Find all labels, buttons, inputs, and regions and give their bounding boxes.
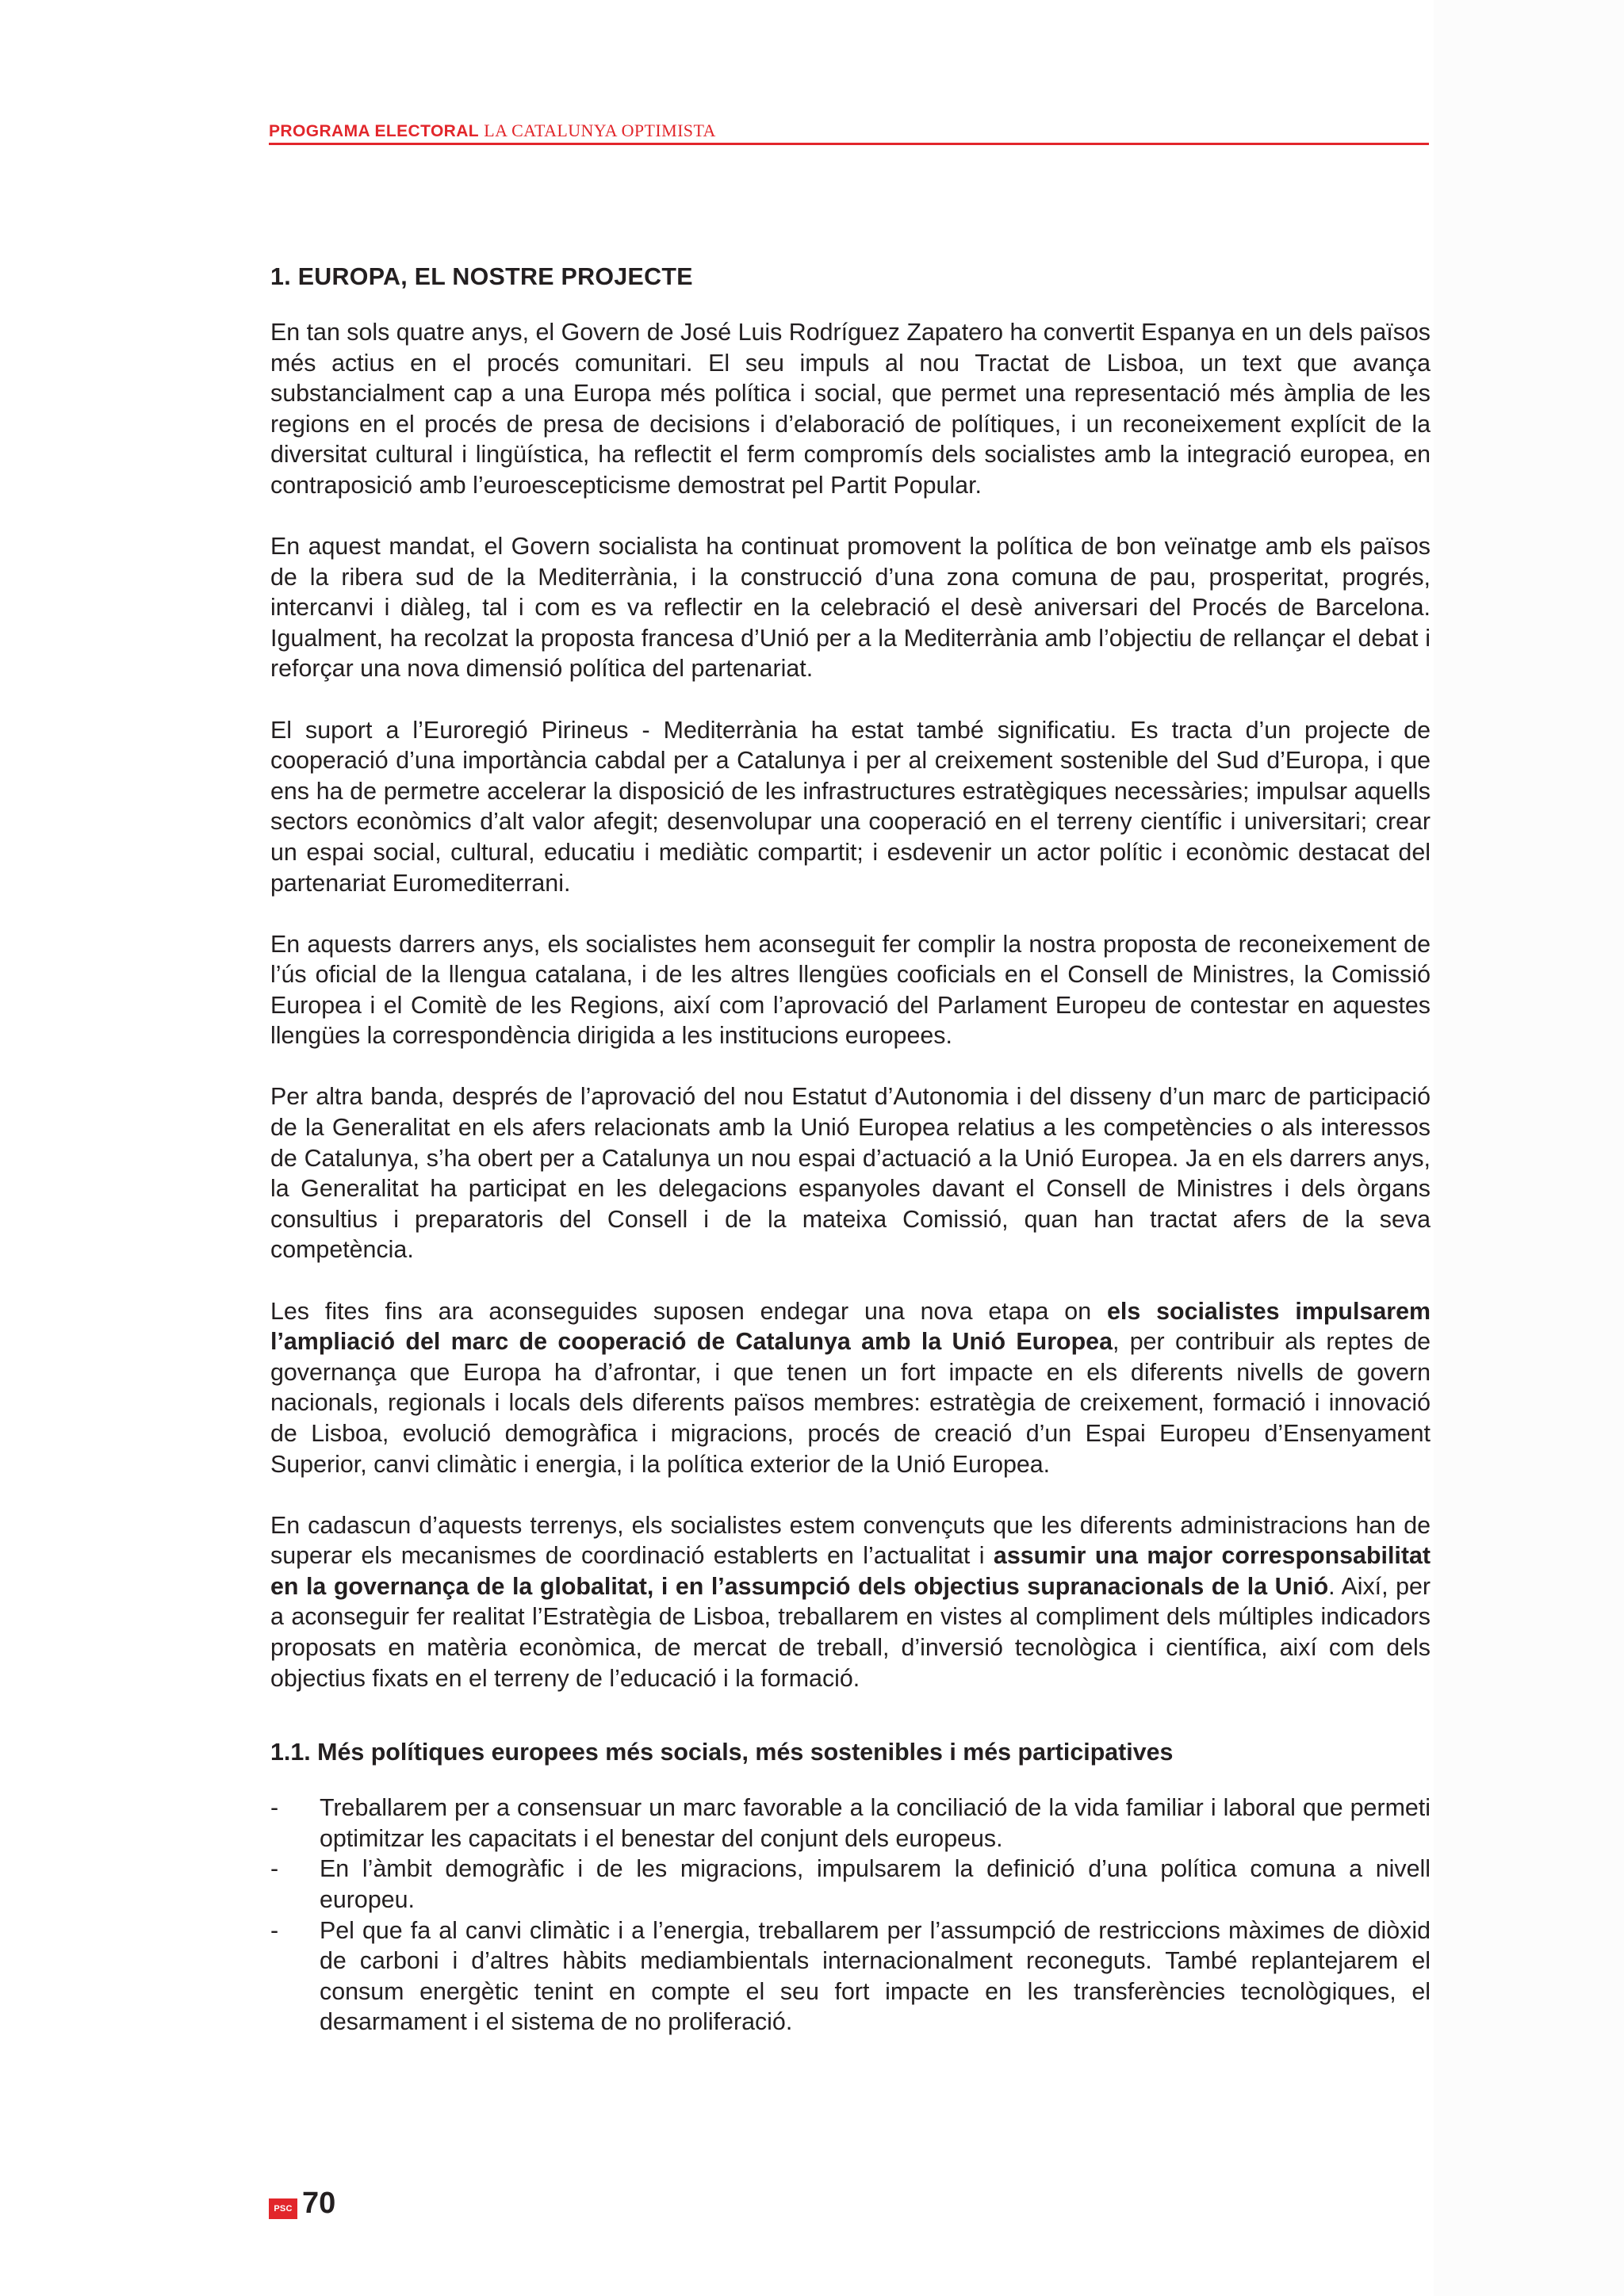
paragraph: En tan sols quatre anys, el Govern de José Luis Rodríguez Zapatero ha convertit Espanya en un dels països més actius en el procés comunitari. El seu impuls al nou Tractat de Lisboa, un text que avança substancialment cap a una Europa més política i social, que permet una representació més àmplia de les regions en el procés de presa de decisions i d’elaboració de polítiques, i un reconeixement explícit de la diversitat cultural i lingüística, ha reflectit el ferm compromís dels socialistes amb la integració europea, en contraposició amb l’euroescepticisme demostrat pel Partit Popular. xyxy=(270,319,1431,499)
header-program-label: PROGRAMA ELECTORAL xyxy=(269,122,480,140)
list-item xyxy=(270,1854,1431,1915)
psc-logo: PSC xyxy=(269,2198,297,2219)
list-item xyxy=(270,1793,1431,1854)
paragraph-text: , per contribuir als reptes de governança que Europa ha d’afrontar, i que tenen un fort impacte en els diferents nivells de govern nacionals, regionals i locals dels diferents països membres: estratègia de creixement, formació i innovació de Lisboa, evolució demogràfica i migracions, procés de creació d’un Espai Europeu d’Ensenyament Superior, canvi climàtic i energia, i la política exterior de la Unió Europea. xyxy=(270,1328,1431,1478)
paragraph-text: Les fites fins ara aconseguides suposen endegar una nova etapa on xyxy=(270,1297,1107,1325)
paragraph-emphasis: els socialistes impulsarem l’ampliació del marc de cooperació de Catalunya amb la Unió Europea xyxy=(270,1297,1431,1356)
list-item-text: En l’àmbit demogràfic i de les migracions, impulsarem la definició d’una política comuna a nivell europeu. xyxy=(320,1855,1431,1913)
paragraph-emphasis: assumir una major corresponsabilitat en la governança de la globalitat, i en l’assumpció dels objectius supranacionals de la Unió xyxy=(270,1542,1431,1600)
header-divider xyxy=(269,143,1429,145)
list-item-text: Treballarem per a consensuar un marc favorable a la conciliació de la vida familiar i laboral que permeti optimitzar les capacitats i el benestar del conjunt dels europeus. xyxy=(320,1794,1431,1852)
main-content xyxy=(270,262,1431,2038)
subsection-title: 1.1. Més polítiques europees més socials, més sostenibles i més participatives xyxy=(270,1739,1174,1766)
paragraph: En aquest mandat, el Govern socialista ha continuat promovent la política de bon veïnatge amb els països de la ribera sud de la Mediterrània, i la construcció d’una zona comuna de pau, prosperitat, progrés, intercanvi i diàleg, tal i com es va reflectir en la celebració el desè aniversari del Procés de Barcelona. Igualment, ha recolzat la proposta francesa d’Unió per a la Mediterrània amb l’objectiu de rellançar el debat i reforçar una nova dimensió política del partenariat. xyxy=(270,533,1431,683)
paragraph xyxy=(270,1296,1431,1480)
paragraph: Per altra banda, després de l’aprovació del nou Estatut d’Autonomia i del disseny d’un marc de participació de la Generalitat en els afers relacionats amb la Unió Europea relatius a les competències o als interessos de Catalunya, s’ha obert per a Catalunya un nou espai d’actuació a la Unió Europea. Ja en els darrers anys, la Generalitat ha participat en les delegacions espanyoles davant el Consell de Ministres i dels òrgans consultius i preparatoris del Consell i de la mateixa Comissió, quan han tractat afers de la seva competència. xyxy=(270,1083,1431,1264)
bullet-marker: - xyxy=(270,1916,279,1944)
page-number: 70 xyxy=(302,2187,336,2220)
paragraph xyxy=(270,1510,1431,1694)
bullet-marker: - xyxy=(270,1855,279,1883)
bullet-list xyxy=(270,1793,1431,2038)
paragraph-text: En cadascun d’aquests terrenys, els socialistes estem convençuts que les diferents administracions han de superar els mecanismes de coordinació establerts en l’actualitat i xyxy=(270,1511,1431,1570)
list-item xyxy=(270,1915,1431,2038)
paragraph-text: . Així, per a aconseguir fer realitat l’Estratègia de Lisboa, treballarem en vistes al compliment dels múltiples indicadors proposats en matèria econòmica, de mercat de treball, d’inversió tecnològica i científica, així com dels objectius fixats en el terreny de l’educació i la formació. xyxy=(270,1572,1431,1692)
paragraph: El suport a l’Euroregió Pirineus - Mediterrània ha estat també significatiu. Es tracta d’un projecte de cooperació d’una importància cabdal per a Catalunya i per al creixement sostenible del Sud d’Europa, i que ens ha de permetre accelerar la disposició de les infrastructures estratègiques necessàries; impulsar aquells sectors econòmics d’alt valor afegit; desenvolupar una cooperació en el terreny científic i universitari; crear un espai social, cultural, educatiu i mediàtic compartit; i esdevenir un actor polític i econòmic destacat del partenariat Euromediterrani. xyxy=(270,716,1431,897)
list-item-text: Pel que fa al canvi climàtic i a l’energia, treballarem per l’assumpció de restriccions màximes de diòxid de carboni i d’altres hàbits mediambientals internacionalment reconeguts. També replantejarem el consum energètic tenint en compte el seu fort impacte en les transferències tecnològiques, el desarmament i el sistema de no proliferació. xyxy=(320,1916,1431,2036)
section-title: 1. EUROPA, EL NOSTRE PROJECTE xyxy=(270,263,693,290)
page-edge-shade xyxy=(1434,0,1624,2296)
paragraph: En aquests darrers anys, els socialistes hem aconseguit fer complir la nostra proposta de reconeixement de l’ús oficial de la llengua catalana, i de les altres llengües cooficials en el Consell de Ministres, la Comissió Europea i el Comitè de les Regions, així com l’aprovació del Parlament Europeu de contestar en aquestes llengües la correspondència dirigida a les institucions europees. xyxy=(270,930,1431,1050)
running-header xyxy=(269,121,1429,145)
bullet-marker: - xyxy=(270,1794,279,1822)
header-program-title: LA CATALUNYA OPTIMISTA xyxy=(484,121,716,140)
